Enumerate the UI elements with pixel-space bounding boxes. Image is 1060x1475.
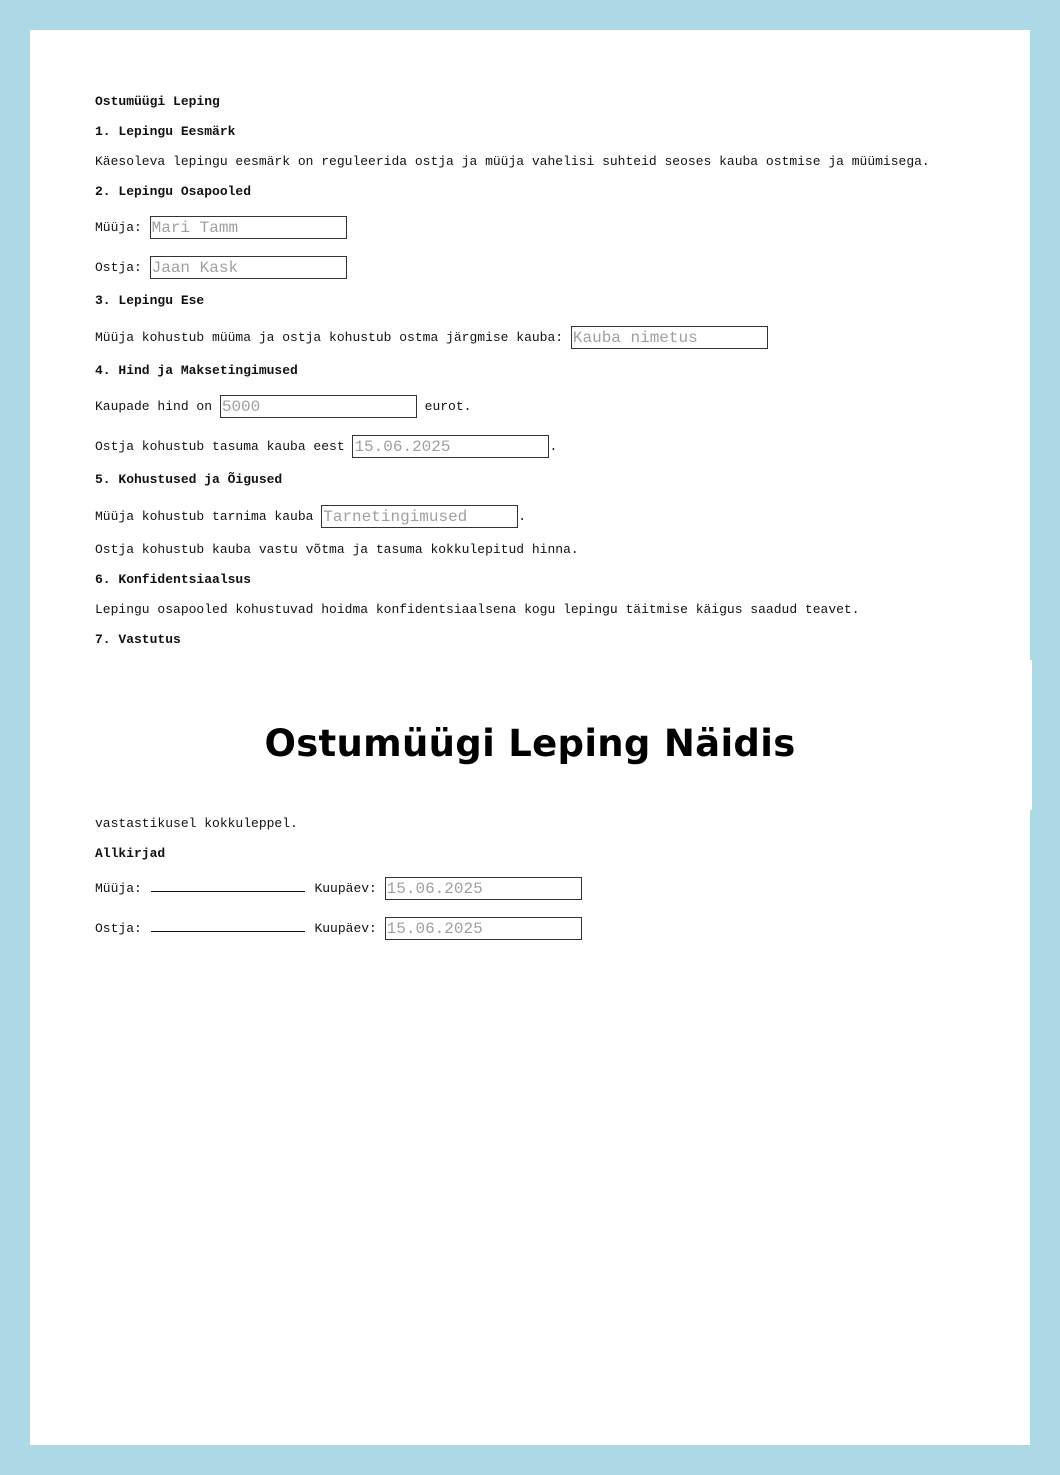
section-7-heading: 7. Vastutus bbox=[95, 632, 181, 647]
price-row bbox=[95, 395, 471, 418]
section-5-heading: 5. Kohustused ja Õigused bbox=[95, 472, 283, 487]
seller-signature-row bbox=[95, 877, 582, 900]
document-page bbox=[30, 30, 1030, 1445]
delivery-suffix: . bbox=[518, 508, 527, 524]
buyer-label: Ostja: bbox=[95, 259, 142, 275]
payment-row bbox=[95, 435, 557, 458]
buyer-signature-label: Ostja: bbox=[95, 920, 142, 936]
section-3-heading: 3. Lepingu Ese bbox=[95, 293, 205, 308]
document-title: Ostumüügi Leping bbox=[95, 94, 220, 109]
section-6-text: Lepingu osapooled kohustuvad hoidma konfidentsiaalsena kogu lepingu täitmise käigus saadud teavet. bbox=[95, 602, 860, 617]
section-4-heading: 4. Hind ja Maksetingimused bbox=[95, 363, 298, 378]
section-1-heading: 1. Lepingu Eesmärk bbox=[95, 124, 236, 139]
section-6-heading: 6. Konfidentsiaalsus bbox=[95, 572, 252, 587]
goods-text: Müüja kohustub müüma ja ostja kohustub ostma järgmise kauba: bbox=[95, 329, 564, 345]
buyer-name-input[interactable] bbox=[150, 256, 347, 279]
buyer-date-label: Kuupäev: bbox=[314, 920, 377, 936]
buyer-signature-row bbox=[95, 917, 582, 940]
seller-row bbox=[95, 216, 347, 239]
seller-date-label: Kuupäev: bbox=[314, 880, 377, 896]
payment-date-input[interactable] bbox=[352, 435, 549, 458]
section-5-text: Ostja kohustub kauba vastu võtma ja tasuma kokkulepitud hinna. bbox=[95, 542, 579, 557]
goods-name-input[interactable] bbox=[571, 326, 768, 349]
delivery-terms-input[interactable] bbox=[321, 505, 518, 528]
section-1-text: Käesoleva lepingu eesmärk on reguleerida ostja ja müüja vahelisi suhteid seoses kauba ostmise ja müümisega. bbox=[95, 154, 930, 169]
overlay-title: Ostumüügi Leping Näidis bbox=[264, 722, 796, 765]
seller-signature-line bbox=[151, 879, 305, 892]
price-prefix: Kaupade hind on bbox=[95, 398, 213, 414]
goods-row bbox=[95, 326, 768, 349]
payment-prefix: Ostja kohustub tasuma kauba eest bbox=[95, 438, 345, 454]
seller-name-input[interactable] bbox=[150, 216, 347, 239]
delivery-prefix: Müüja kohustub tarnima kauba bbox=[95, 508, 314, 524]
delivery-row bbox=[95, 505, 526, 528]
section-7-tail: vastastikusel kokkuleppel. bbox=[95, 816, 298, 831]
buyer-signature-line bbox=[151, 919, 305, 932]
seller-label: Müüja: bbox=[95, 219, 142, 235]
seller-date-input[interactable] bbox=[385, 877, 582, 900]
buyer-row bbox=[95, 256, 347, 279]
price-input[interactable] bbox=[220, 395, 417, 418]
buyer-date-input[interactable] bbox=[385, 917, 582, 940]
signatures-heading: Allkirjad bbox=[95, 846, 166, 861]
price-suffix: eurot. bbox=[424, 398, 472, 414]
section-2-heading: 2. Lepingu Osapooled bbox=[95, 184, 252, 199]
payment-suffix: . bbox=[549, 438, 558, 454]
seller-signature-label: Müüja: bbox=[95, 880, 142, 896]
